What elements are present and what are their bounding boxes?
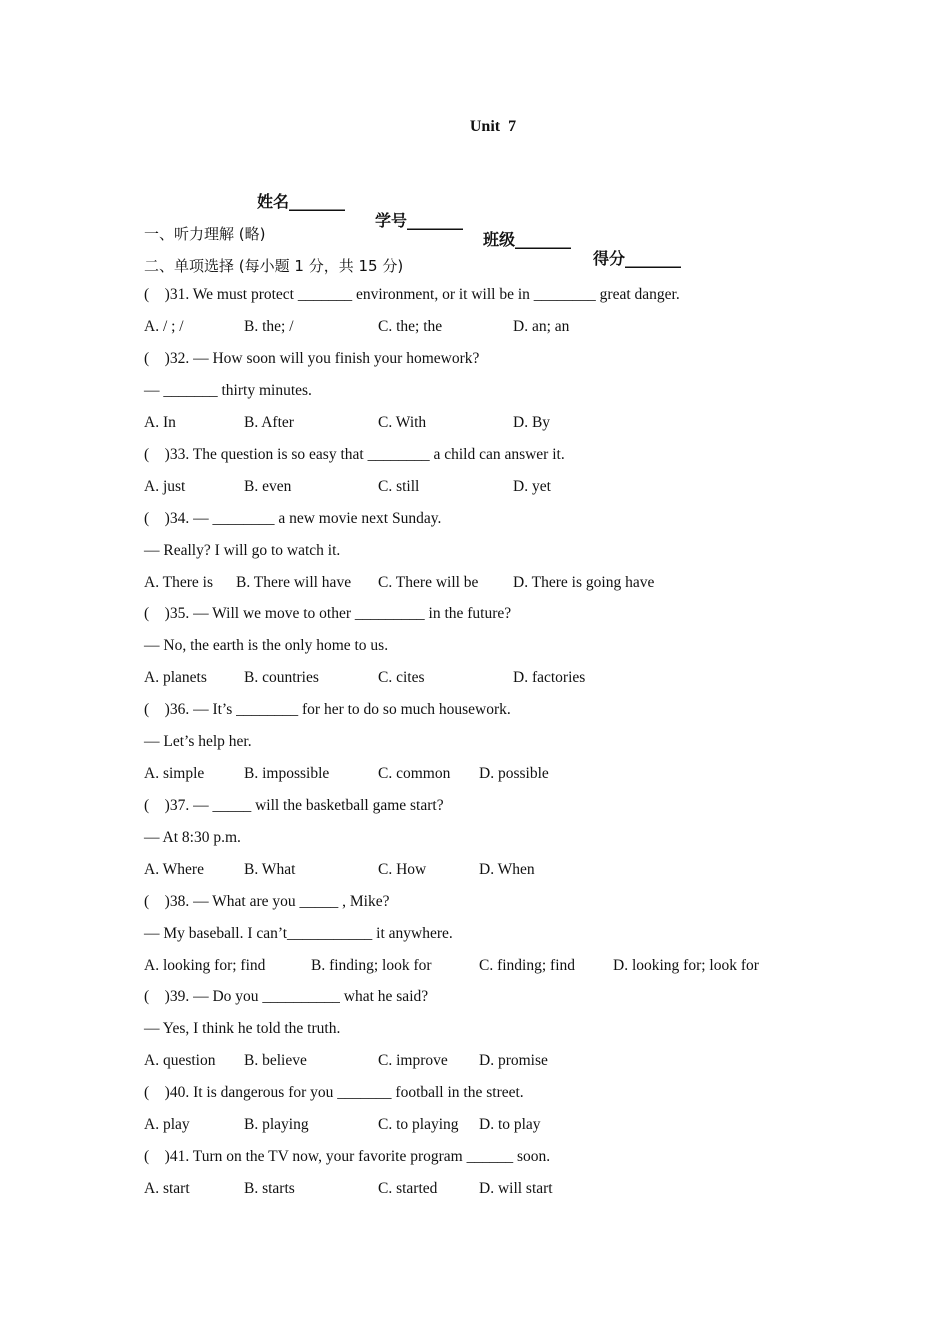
- section-multiple-choice: 二、单项选择 (每小题 1 分，共 15 分): [144, 257, 404, 275]
- q40-option-c[interactable]: C. to playing: [378, 1116, 459, 1133]
- question-36-stem: ( )36. — It’s ________ for her to do so much housework.: [144, 701, 511, 718]
- q31-option-c[interactable]: C. the; the: [378, 318, 443, 335]
- q35-option-d[interactable]: D. factories: [513, 669, 586, 686]
- question-40-stem: ( )40. It is dangerous for you _______ football in the street.: [144, 1084, 524, 1101]
- q33-option-b[interactable]: B. even: [244, 478, 292, 495]
- q41-option-a[interactable]: A. start: [144, 1180, 190, 1197]
- q31-option-a[interactable]: A. / ; /: [144, 318, 184, 335]
- question-39-stem: ( )39. — Do you __________ what he said?: [144, 988, 429, 1005]
- student-info-row: [257, 170, 682, 268]
- q36-option-d[interactable]: D. possible: [479, 765, 549, 782]
- question-32-stem: ( )32. — How soon will you finish your homework?: [144, 350, 480, 367]
- q35-option-c[interactable]: C. cites: [378, 669, 425, 686]
- question-37-reply: — At 8:30 p.m.: [144, 829, 241, 846]
- class-field[interactable]: 班级_______: [483, 230, 572, 249]
- q41-option-c[interactable]: C. started: [378, 1180, 438, 1197]
- q38-option-c[interactable]: C. finding; find: [479, 957, 576, 974]
- name-field[interactable]: 姓名_______: [257, 192, 346, 211]
- q36-option-c[interactable]: C. common: [378, 765, 451, 782]
- q37-option-a[interactable]: A. Where: [144, 861, 204, 878]
- q41-option-b[interactable]: B. starts: [244, 1180, 295, 1197]
- q41-option-d[interactable]: D. will start: [479, 1180, 553, 1197]
- q33-option-a[interactable]: A. just: [144, 478, 186, 495]
- q33-option-d[interactable]: D. yet: [513, 478, 551, 495]
- q36-option-a[interactable]: A. simple: [144, 765, 205, 782]
- score-field[interactable]: 得分_______: [593, 249, 682, 268]
- q32-option-d[interactable]: D. By: [513, 414, 551, 431]
- q40-option-d[interactable]: D. to play: [479, 1116, 541, 1133]
- question-37-stem: ( )37. — _____ will the basketball game start?: [144, 797, 444, 814]
- question-39-reply: — Yes, I think he told the truth.: [144, 1020, 341, 1037]
- q34-option-a[interactable]: A. There is: [144, 574, 214, 591]
- question-31-stem: ( )31. We must protect _______ environment, or it will be in ________ great danger.: [144, 286, 680, 303]
- q35-option-a[interactable]: A. planets: [144, 669, 207, 686]
- q38-option-b[interactable]: B. finding; look for: [311, 957, 432, 974]
- q40-option-b[interactable]: B. playing: [244, 1116, 309, 1133]
- question-32-reply: — _______ thirty minutes.: [144, 382, 312, 399]
- question-38-reply: — My baseball. I can’t___________ it anywhere.: [144, 925, 453, 942]
- question-41-stem: ( )41. Turn on the TV now, your favorite program ______ soon.: [144, 1148, 551, 1165]
- q36-option-b[interactable]: B. impossible: [244, 765, 330, 782]
- q32-option-a[interactable]: A. In: [144, 414, 176, 431]
- q33-option-c[interactable]: C. still: [378, 478, 420, 495]
- question-35-reply: — No, the earth is the only home to us.: [144, 637, 389, 654]
- q32-option-b[interactable]: B. After: [244, 414, 294, 431]
- q37-option-d[interactable]: D. When: [479, 861, 535, 878]
- q40-option-a[interactable]: A. play: [144, 1116, 190, 1133]
- q35-option-b[interactable]: B. countries: [244, 669, 319, 686]
- q39-option-c[interactable]: C. improve: [378, 1052, 448, 1069]
- q37-option-b[interactable]: B. What: [244, 861, 296, 878]
- question-35-stem: ( )35. — Will we move to other _________ in the future?: [144, 605, 512, 622]
- question-36-reply: — Let’s help her.: [144, 733, 252, 750]
- q39-option-a[interactable]: A. question: [144, 1052, 216, 1069]
- q38-option-d[interactable]: D. looking for; look for: [613, 957, 759, 974]
- section-listening: 一、听力理解 (略): [144, 225, 266, 243]
- q38-option-a[interactable]: A. looking for; find: [144, 957, 266, 974]
- q32-option-c[interactable]: C. With: [378, 414, 427, 431]
- question-33-stem: ( )33. The question is so easy that ________ a child can answer it.: [144, 446, 565, 463]
- question-38-stem: ( )38. — What are you _____ , Mike?: [144, 893, 390, 910]
- q37-option-c[interactable]: C. How: [378, 861, 427, 878]
- page-title: Unit 7: [469, 118, 517, 135]
- q34-option-b[interactable]: B. There will have: [236, 574, 352, 591]
- q39-option-d[interactable]: D. promise: [479, 1052, 548, 1069]
- student-number-field[interactable]: 学号_______: [375, 211, 464, 230]
- question-34-reply: — Really? I will go to watch it.: [144, 542, 341, 559]
- q39-option-b[interactable]: B. believe: [244, 1052, 307, 1069]
- q31-option-d[interactable]: D. an; an: [513, 318, 570, 335]
- q31-option-b[interactable]: B. the; /: [244, 318, 294, 335]
- q34-option-c[interactable]: C. There will be: [378, 574, 479, 591]
- question-34-stem: ( )34. — ________ a new movie next Sunday.: [144, 510, 442, 527]
- q34-option-d[interactable]: D. There is going have: [513, 574, 655, 591]
